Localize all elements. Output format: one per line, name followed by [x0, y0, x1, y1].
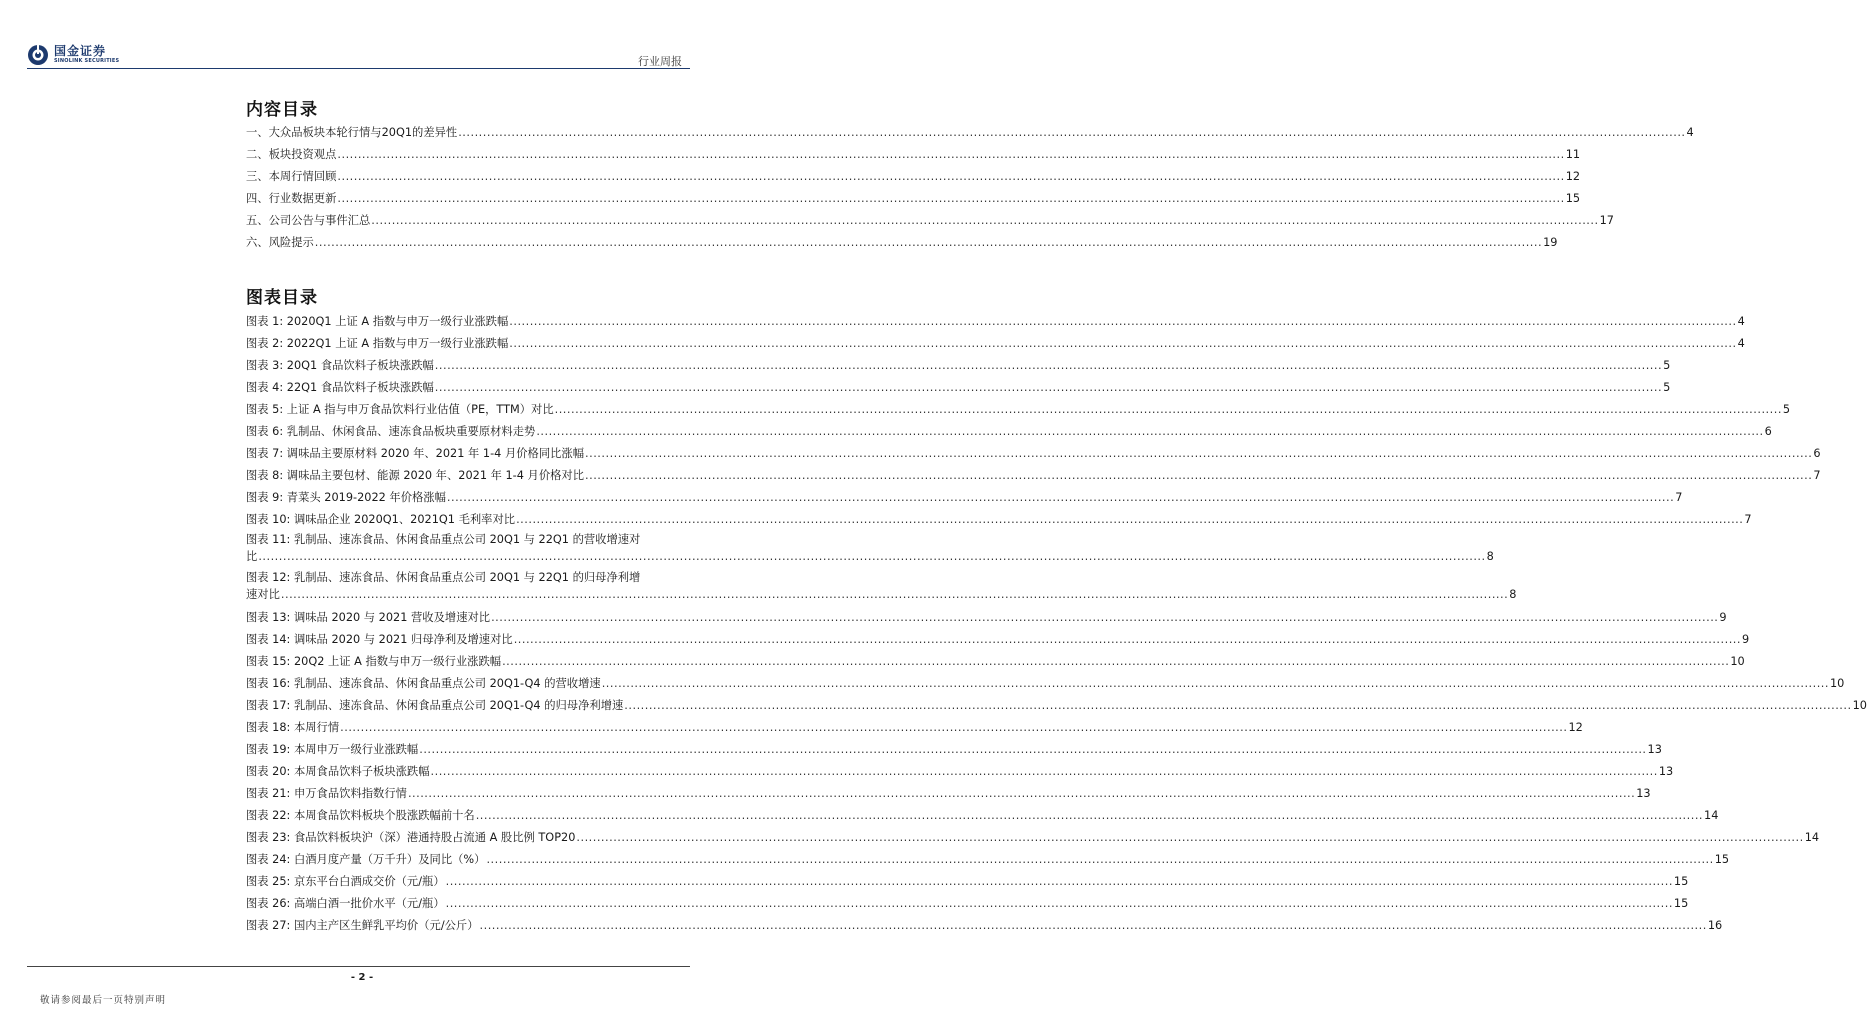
figure-entry[interactable]	[246, 355, 1671, 377]
figure-entry-text-cont: 速对比	[246, 588, 280, 601]
toc-entry[interactable]	[246, 122, 1694, 144]
figure-page-number: 6	[1764, 425, 1772, 438]
figure-entry[interactable]	[246, 421, 1772, 443]
figure-entry-text: 图表 6: 乳制品、休闲食品、速冻食品板块重要原材料走势	[246, 425, 536, 438]
figure-entry-text: 图表 10: 调味品企业 2020Q1、2021Q1 毛利率对比	[246, 513, 516, 526]
dot-leader: ............................................................................................................................................................................................................................................................................................................	[337, 192, 1565, 205]
figure-entry[interactable]	[246, 673, 1845, 695]
figures-list	[246, 311, 1867, 937]
figure-entry-continued[interactable]	[246, 548, 1494, 569]
figure-entry[interactable]	[246, 465, 1821, 487]
dot-leader: ............................................................................................................................................................................................................................................................................................................	[434, 381, 1663, 394]
figure-entry-text: 图表 4: 22Q1 食品饮料子板块涨跌幅	[246, 381, 434, 394]
figure-page-number: 10	[1852, 699, 1867, 712]
figure-page-number: 5	[1782, 403, 1791, 416]
toc-page-number: 12	[1565, 170, 1581, 183]
figure-entry-text: 图表 26: 高端白酒一批价水平（元/瓶）	[246, 897, 445, 910]
figure-entry-text: 图表 15: 20Q2 上证 A 指数与申万一级行业涨跌幅	[246, 655, 502, 668]
figure-page-number: 12	[1568, 721, 1583, 734]
figure-entry-text-cont: 比	[246, 550, 258, 563]
toc-entry-text: 二、板块投资观点	[246, 148, 337, 161]
figure-entry-text: 图表 2: 2022Q1 上证 A 指数与申万一级行业涨跌幅	[246, 337, 509, 350]
toc-entry-text: 一、大众品板块本轮行情与20Q1的差异性	[246, 126, 458, 139]
page-header	[0, 0, 724, 72]
figure-page-number: 10	[1830, 677, 1845, 690]
toc-list	[246, 122, 1694, 254]
figure-page-number: 16	[1707, 919, 1723, 932]
figure-entry[interactable]	[246, 443, 1821, 465]
dot-leader: ............................................................................................................................................................................................................................................................................................................	[337, 170, 1565, 183]
toc-page-number: 15	[1565, 192, 1581, 205]
figure-entry[interactable]	[246, 783, 1651, 805]
figure-entry-text: 图表 7: 调味品主要原材料 2020 年、2021 年 1-4 月价格同比涨幅	[246, 447, 585, 460]
dot-leader: ............................................................................................................................................................................................................................................................................................................	[419, 743, 1647, 756]
figure-page-number: 7	[1744, 513, 1752, 526]
dot-leader: ............................................................................................................................................................................................................................................................................................................	[536, 425, 1764, 438]
figure-page-number: 13	[1658, 765, 1674, 778]
dot-leader: ............................................................................................................................................................................................................................................................................................................	[585, 469, 1813, 482]
dot-leader: ............................................................................................................................................................................................................................................................................................................	[434, 359, 1663, 372]
dot-leader: ............................................................................................................................................................................................................................................................................................................	[337, 148, 1565, 161]
page-number: - 2 -	[350, 972, 374, 983]
figure-entry-text: 图表 20: 本周食品饮料子板块涨跌幅	[246, 765, 430, 778]
figure-entry[interactable]	[246, 569, 687, 586]
figure-entry-continued[interactable]	[246, 586, 1517, 607]
figure-entry[interactable]	[246, 761, 1674, 783]
report-type-label: 行业周报	[638, 55, 682, 68]
figure-page-number: 8	[1509, 588, 1517, 601]
dot-leader: ............................................................................................................................................................................................................................................................................................................	[513, 633, 1741, 646]
toc-entry[interactable]	[246, 144, 1581, 166]
dot-leader: ............................................................................................................................................................................................................................................................................................................	[554, 403, 1782, 416]
figure-entry-text: 图表 16: 乳制品、速冻食品、休闲食品重点公司 20Q1-Q4 的营收增速	[246, 677, 601, 690]
dot-leader: ............................................................................................................................................................................................................................................................................................................	[491, 611, 1719, 624]
dot-leader: ............................................................................................................................................................................................................................................................................................................	[516, 513, 1744, 526]
figure-entry[interactable]	[246, 893, 1689, 915]
dot-leader: ............................................................................................................................................................................................................................................................................................................	[509, 337, 1737, 350]
dot-leader: ............................................................................................................................................................................................................................................................................................................	[458, 126, 1686, 139]
figure-entry-text: 图表 13: 调味品 2020 与 2021 营收及增速对比	[246, 611, 491, 624]
figure-entry[interactable]	[246, 607, 1727, 629]
figure-page-number: 4	[1737, 315, 1745, 328]
figure-entry-text: 图表 23: 食品饮料板块沪（深）港通持股占流通 A 股比例 TOP20	[246, 831, 576, 844]
toc-entry-text: 三、本周行情回顾	[246, 170, 337, 183]
figure-page-number: 15	[1673, 875, 1689, 888]
dot-leader: ............................................................................................................................................................................................................................................................................................................	[502, 655, 1730, 668]
toc-entry[interactable]	[246, 210, 1614, 232]
dot-leader: ............................................................................................................................................................................................................................................................................................................	[446, 491, 1675, 504]
figure-entry[interactable]	[246, 717, 1583, 739]
figure-entry[interactable]	[246, 915, 1723, 937]
figure-entry[interactable]	[246, 487, 1683, 509]
figure-entry-text: 图表 8: 调味品主要包材、能源 2020 年、2021 年 1-4 月价格对比	[246, 469, 585, 482]
dot-leader: ............................................................................................................................................................................................................................................................................................................	[445, 897, 1673, 910]
footer-divider	[27, 966, 690, 967]
figure-entry[interactable]	[246, 739, 1662, 761]
toc-entry-text: 六、风险提示	[246, 236, 314, 249]
toc-page-number: 17	[1599, 214, 1614, 227]
figure-entry-text: 图表 18: 本周行情	[246, 721, 340, 734]
figure-entry-text: 图表 1: 2020Q1 上证 A 指数与申万一级行业涨跌幅	[246, 315, 509, 328]
dot-leader: ............................................................................................................................................................................................................................................................................................................	[314, 236, 1543, 249]
dot-leader: ............................................................................................................................................................................................................................................................................................................	[430, 765, 1658, 778]
toc-entry[interactable]	[246, 166, 1581, 188]
figure-entry[interactable]	[246, 695, 1867, 717]
toc-entry[interactable]	[246, 188, 1581, 210]
figure-page-number: 13	[1647, 743, 1662, 756]
dot-leader: ............................................................................................................................................................................................................................................................................................................	[445, 875, 1673, 888]
toc-entry-text: 四、行业数据更新	[246, 192, 337, 205]
figure-entry-text: 图表 24: 白酒月度产量（万千升）及同比（%）	[246, 853, 486, 866]
dot-leader: ............................................................................................................................................................................................................................................................................................................	[340, 721, 1568, 734]
figure-entry[interactable]	[246, 827, 1820, 849]
figure-entry[interactable]	[246, 871, 1689, 893]
dot-leader: ............................................................................................................................................................................................................................................................................................................	[509, 315, 1737, 328]
dot-leader: ............................................................................................................................................................................................................................................................................................................	[601, 677, 1829, 690]
figure-entry[interactable]	[246, 311, 1745, 333]
figure-entry-text: 图表 14: 调味品 2020 与 2021 归母净利及增速对比	[246, 633, 513, 646]
figure-entry-text: 图表 12: 乳制品、速冻食品、休闲食品重点公司 20Q1 与 22Q1 的归母净利增	[246, 571, 641, 584]
figure-entry-text: 图表 21: 申万食品饮料指数行情	[246, 787, 407, 800]
figure-page-number: 7	[1813, 469, 1821, 482]
toc-page-number: 11	[1565, 148, 1581, 161]
dot-leader: ............................................................................................................................................................................................................................................................................................................	[258, 550, 1486, 563]
figure-page-number: 5	[1663, 359, 1671, 372]
figure-entry[interactable]	[246, 805, 1719, 827]
figure-entry-text: 图表 27: 国内主产区生鲜乳平均价（元/公斤）	[246, 919, 479, 932]
dot-leader: ............................................................................................................................................................................................................................................................................................................	[479, 919, 1707, 932]
figure-entry-text: 图表 17: 乳制品、速冻食品、休闲食品重点公司 20Q1-Q4 的归母净利增速	[246, 699, 624, 712]
toc-page-number: 4	[1686, 126, 1694, 139]
figure-page-number: 9	[1741, 633, 1750, 646]
dot-leader: ............................................................................................................................................................................................................................................................................................................	[280, 588, 1509, 601]
figure-entry-text: 图表 11: 乳制品、速冻食品、休闲食品重点公司 20Q1 与 22Q1 的营收增速对	[246, 533, 641, 546]
figure-page-number: 9	[1719, 611, 1727, 624]
figure-entry-text: 图表 25: 京东平台白酒成交价（元/瓶）	[246, 875, 445, 888]
dot-leader: ............................................................................................................................................................................................................................................................................................................	[407, 787, 1636, 800]
toc-entry-text: 五、公司公告与事件汇总	[246, 214, 371, 227]
toc-page-number: 19	[1543, 236, 1558, 249]
figure-page-number: 8	[1486, 550, 1494, 563]
figure-entry[interactable]	[246, 849, 1730, 871]
disclaimer-text: 敬请参阅最后一页特别声明	[40, 995, 167, 1006]
figure-page-number: 15	[1673, 897, 1689, 910]
figures-title: 图表目录	[246, 288, 318, 308]
dot-leader: ............................................................................................................................................................................................................................................................................................................	[624, 699, 1852, 712]
dot-leader: ............................................................................................................................................................................................................................................................................................................	[486, 853, 1714, 866]
figure-page-number: 13	[1636, 787, 1651, 800]
dot-leader: ............................................................................................................................................................................................................................................................................................................	[371, 214, 1599, 227]
logo-en-text: SINOLINK SECURITIES	[54, 58, 120, 64]
figure-entry-text: 图表 5: 上证 A 指与申万食品饮料行业估值（PE，TTM）对比	[246, 403, 554, 416]
figure-entry[interactable]	[246, 377, 1671, 399]
logo-cn-text: 国金证券	[54, 44, 107, 58]
toc-entry[interactable]	[246, 232, 1558, 254]
figure-page-number: 5	[1663, 381, 1671, 394]
toc-title: 内容目录	[246, 100, 318, 120]
dot-leader: ............................................................................................................................................................................................................................................................................................................	[475, 809, 1704, 822]
figure-page-number: 4	[1737, 337, 1745, 350]
figure-entry[interactable]	[246, 629, 1750, 651]
company-logo	[27, 42, 119, 68]
figure-page-number: 10	[1730, 655, 1745, 668]
figure-entry[interactable]	[246, 333, 1745, 355]
figure-entry-text: 图表 9: 青菜头 2019-2022 年价格涨幅	[246, 491, 446, 504]
figure-entry-text: 图表 19: 本周申万一级行业涨跌幅	[246, 743, 419, 756]
figure-page-number: 6	[1813, 447, 1821, 460]
dot-leader: ............................................................................................................................................................................................................................................................................................................	[585, 447, 1813, 460]
logo-mark-icon	[27, 44, 49, 66]
dot-leader: ............................................................................................................................................................................................................................................................................................................	[576, 831, 1804, 844]
figure-entry-text: 图表 3: 20Q1 食品饮料子板块涨跌幅	[246, 359, 434, 372]
figure-page-number: 14	[1704, 809, 1719, 822]
figure-entry-text: 图表 22: 本周食品饮料板块个股涨跌幅前十名	[246, 809, 475, 822]
figure-page-number: 14	[1804, 831, 1820, 844]
figure-page-number: 15	[1714, 853, 1730, 866]
header-divider	[27, 68, 690, 69]
figure-entry[interactable]	[246, 531, 687, 548]
figure-entry[interactable]	[246, 509, 1752, 531]
figure-page-number: 7	[1675, 491, 1683, 504]
figure-entry[interactable]	[246, 651, 1745, 673]
figure-entry[interactable]	[246, 399, 1791, 421]
